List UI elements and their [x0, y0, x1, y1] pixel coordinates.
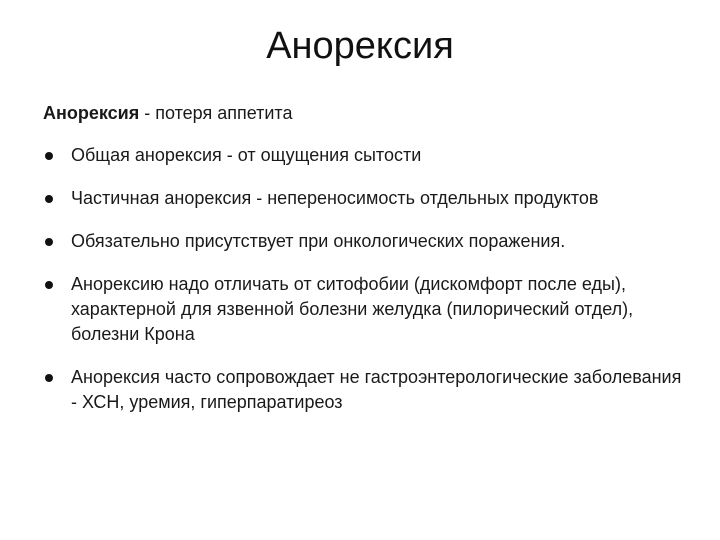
bullet-dot-icon [45, 195, 53, 203]
bullet-dot-icon [45, 374, 53, 382]
bullet-item [43, 272, 683, 347]
bullet-item [43, 186, 683, 211]
slide-title: Анорексия [266, 25, 454, 67]
lead-definition [43, 101, 683, 126]
lead-definition-text: - потеря аппетита [139, 103, 293, 123]
bullet-text: Частичная анорексия - непереносимость отдельных продуктов [71, 188, 599, 208]
bullet-text: Общая анорексия - от ощущения сытости [71, 145, 422, 165]
lead-term: Анорексия [43, 103, 140, 123]
bullet-item [43, 143, 683, 168]
bullet-text: Обязательно присутствует при онкологических поражения. [71, 231, 566, 251]
bullet-text: Анорексия часто сопровождает не гастроэнтерологические заболевания - ХСН, уремия, гиперпаратиреоз [71, 367, 682, 412]
bullet-dot-icon [45, 152, 53, 160]
bullet-dot-icon [45, 281, 53, 289]
bullet-dot-icon [45, 238, 53, 246]
bullet-item [43, 229, 683, 254]
bullet-list [43, 143, 683, 433]
bullet-text: Анорексию надо отличать от ситофобии (дискомфорт после еды), характерной для язвенной болезни желудка (пилорический отдел), болезни Крона [71, 274, 634, 344]
bullet-item [43, 365, 683, 415]
